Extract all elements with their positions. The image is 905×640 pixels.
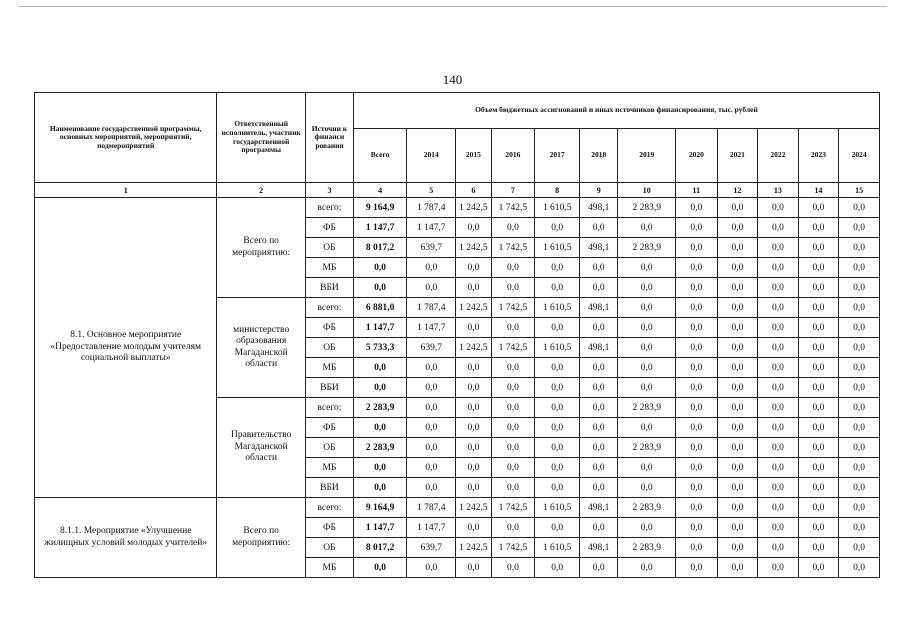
year-value-cell: 1 742,5 xyxy=(491,298,535,318)
executor-name: Всего по мероприятию: xyxy=(217,198,306,298)
year-value-cell: 0,0 xyxy=(580,418,618,438)
header-year: 2018 xyxy=(580,129,618,183)
year-value-cell: 0,0 xyxy=(717,338,758,358)
year-value-cell: 0,0 xyxy=(676,538,718,558)
year-value-cell: 0,0 xyxy=(491,558,535,578)
year-value-cell: 0,0 xyxy=(676,218,718,238)
year-value-cell: 0,0 xyxy=(676,278,718,298)
year-value-cell: 1 610,5 xyxy=(535,198,580,218)
column-index: 4 xyxy=(353,183,406,198)
year-value-cell: 0,0 xyxy=(839,438,880,458)
year-value-cell: 0,0 xyxy=(580,478,618,498)
total-cell: 0,0 xyxy=(353,418,406,438)
year-value-cell: 0,0 xyxy=(798,518,839,538)
column-index: 10 xyxy=(618,183,676,198)
header-name: Наименование государственной программы, основных мероприятий, мероприятий, подмероприятий xyxy=(35,93,217,183)
total-cell: 0,0 xyxy=(353,358,406,378)
year-value-cell: 0,0 xyxy=(839,278,880,298)
year-value-cell: 0,0 xyxy=(717,498,758,518)
year-value-cell: 0,0 xyxy=(758,558,799,578)
year-value-cell: 0,0 xyxy=(456,278,491,298)
year-value-cell: 0,0 xyxy=(535,438,580,458)
header-year: 2020 xyxy=(676,129,718,183)
year-value-cell: 639,7 xyxy=(407,538,456,558)
year-value-cell: 0,0 xyxy=(717,218,758,238)
header-executor: Ответственный исполнитель, участник государственной программы xyxy=(217,93,306,183)
year-value-cell: 0,0 xyxy=(456,418,491,438)
year-value-cell: 0,0 xyxy=(618,478,676,498)
year-value-cell: 0,0 xyxy=(676,298,718,318)
year-value-cell: 0,0 xyxy=(798,538,839,558)
year-value-cell: 0,0 xyxy=(407,278,456,298)
column-index: 9 xyxy=(580,183,618,198)
total-cell: 0,0 xyxy=(353,378,406,398)
year-value-cell: 0,0 xyxy=(798,498,839,518)
year-value-cell: 0,0 xyxy=(798,418,839,438)
year-value-cell: 0,0 xyxy=(758,378,799,398)
year-value-cell: 0,0 xyxy=(717,398,758,418)
year-value-cell: 0,0 xyxy=(456,458,491,478)
year-value-cell: 0,0 xyxy=(580,318,618,338)
page-top-border xyxy=(18,6,887,7)
total-cell: 2 283,9 xyxy=(353,438,406,458)
year-value-cell: 0,0 xyxy=(758,338,799,358)
table-body xyxy=(35,198,880,578)
header-source: Источни к финанси рования xyxy=(305,93,353,183)
year-value-cell: 1 742,5 xyxy=(491,198,535,218)
year-value-cell: 0,0 xyxy=(798,258,839,278)
year-value-cell: 0,0 xyxy=(839,498,880,518)
year-value-cell: 0,0 xyxy=(758,418,799,438)
year-value-cell: 0,0 xyxy=(717,198,758,218)
header-year: 2022 xyxy=(758,129,799,183)
year-value-cell: 1 787,4 xyxy=(407,498,456,518)
executor-name: министерство образования Магаданской области xyxy=(217,298,306,398)
year-value-cell: 0,0 xyxy=(456,258,491,278)
year-value-cell: 0,0 xyxy=(535,318,580,338)
year-value-cell: 0,0 xyxy=(798,458,839,478)
year-value-cell: 0,0 xyxy=(717,238,758,258)
year-value-cell: 0,0 xyxy=(580,558,618,578)
year-value-cell: 639,7 xyxy=(407,238,456,258)
year-value-cell: 0,0 xyxy=(618,458,676,478)
year-value-cell: 0,0 xyxy=(535,358,580,378)
year-value-cell: 0,0 xyxy=(717,438,758,458)
year-value-cell: 1 742,5 xyxy=(491,338,535,358)
column-index: 8 xyxy=(535,183,580,198)
funding-source: МБ xyxy=(305,458,353,478)
year-value-cell: 639,7 xyxy=(407,338,456,358)
year-value-cell: 0,0 xyxy=(798,378,839,398)
year-value-cell: 0,0 xyxy=(839,298,880,318)
year-value-cell: 0,0 xyxy=(676,258,718,278)
year-value-cell: 0,0 xyxy=(407,438,456,458)
year-value-cell: 0,0 xyxy=(535,258,580,278)
year-value-cell: 1 742,5 xyxy=(491,238,535,258)
header-year: 2023 xyxy=(798,129,839,183)
year-value-cell: 0,0 xyxy=(758,438,799,458)
year-value-cell: 0,0 xyxy=(717,478,758,498)
year-value-cell: 0,0 xyxy=(407,358,456,378)
year-value-cell: 0,0 xyxy=(618,518,676,538)
year-value-cell: 1 242,5 xyxy=(456,498,491,518)
funding-source: МБ xyxy=(305,358,353,378)
measure-name: 8.1. Основное мероприятие «Предоставление молодым учителям социальной выплаты» xyxy=(35,198,217,498)
year-value-cell: 0,0 xyxy=(798,358,839,378)
header-year: 2014 xyxy=(407,129,456,183)
funding-source: всего: xyxy=(305,398,353,418)
year-value-cell: 2 283,9 xyxy=(618,498,676,518)
year-value-cell: 0,0 xyxy=(491,218,535,238)
year-value-cell: 0,0 xyxy=(407,558,456,578)
funding-source: ФБ xyxy=(305,218,353,238)
year-value-cell: 0,0 xyxy=(491,458,535,478)
year-value-cell: 1 610,5 xyxy=(535,338,580,358)
header-year: 2017 xyxy=(535,129,580,183)
funding-source: ФБ xyxy=(305,418,353,438)
year-value-cell: 0,0 xyxy=(580,398,618,418)
year-value-cell: 0,0 xyxy=(758,318,799,338)
year-value-cell: 0,0 xyxy=(839,198,880,218)
year-value-cell: 0,0 xyxy=(839,318,880,338)
year-value-cell: 0,0 xyxy=(456,518,491,538)
year-value-cell: 0,0 xyxy=(491,438,535,458)
total-cell: 9 164,9 xyxy=(353,198,406,218)
year-value-cell: 1 147,7 xyxy=(407,318,456,338)
year-value-cell: 2 283,9 xyxy=(618,398,676,418)
year-value-cell: 2 283,9 xyxy=(618,538,676,558)
year-value-cell: 0,0 xyxy=(839,558,880,578)
year-value-cell: 0,0 xyxy=(491,478,535,498)
year-value-cell: 0,0 xyxy=(717,318,758,338)
year-value-cell: 0,0 xyxy=(839,218,880,238)
year-value-cell: 0,0 xyxy=(580,458,618,478)
year-value-cell: 1 147,7 xyxy=(407,218,456,238)
year-value-cell: 0,0 xyxy=(798,198,839,218)
header-year: 2019 xyxy=(618,129,676,183)
year-value-cell: 0,0 xyxy=(535,478,580,498)
year-value-cell: 498,1 xyxy=(580,498,618,518)
funding-source: ВБИ xyxy=(305,278,353,298)
year-value-cell: 0,0 xyxy=(676,478,718,498)
year-value-cell: 0,0 xyxy=(618,338,676,358)
year-value-cell: 0,0 xyxy=(758,278,799,298)
year-value-cell: 0,0 xyxy=(798,218,839,238)
year-value-cell: 0,0 xyxy=(580,278,618,298)
column-index-row xyxy=(35,183,880,198)
year-value-cell: 0,0 xyxy=(407,398,456,418)
column-index: 15 xyxy=(839,183,880,198)
column-index: 12 xyxy=(717,183,758,198)
executor-name: Всего по мероприятию: xyxy=(217,498,306,578)
funding-source: МБ xyxy=(305,258,353,278)
year-value-cell: 0,0 xyxy=(758,538,799,558)
year-value-cell: 0,0 xyxy=(717,418,758,438)
year-value-cell: 0,0 xyxy=(839,478,880,498)
year-value-cell: 0,0 xyxy=(456,218,491,238)
funding-source: ФБ xyxy=(305,318,353,338)
funding-source: всего: xyxy=(305,298,353,318)
total-cell: 0,0 xyxy=(353,278,406,298)
year-value-cell: 0,0 xyxy=(839,258,880,278)
year-value-cell: 0,0 xyxy=(717,358,758,378)
index-row-group xyxy=(35,183,880,198)
year-value-cell: 0,0 xyxy=(758,238,799,258)
year-value-cell: 0,0 xyxy=(407,418,456,438)
year-value-cell: 0,0 xyxy=(676,558,718,578)
year-value-cell: 0,0 xyxy=(580,378,618,398)
column-index: 1 xyxy=(35,183,217,198)
funding-source: ВБИ xyxy=(305,378,353,398)
year-value-cell: 0,0 xyxy=(618,278,676,298)
header-year: 2016 xyxy=(491,129,535,183)
page-number: 140 xyxy=(442,72,463,87)
year-value-cell: 0,0 xyxy=(758,458,799,478)
year-value-cell: 1 610,5 xyxy=(535,298,580,318)
year-value-cell: 0,0 xyxy=(839,378,880,398)
year-value-cell: 0,0 xyxy=(456,398,491,418)
year-value-cell: 1 147,7 xyxy=(407,518,456,538)
year-value-cell: 0,0 xyxy=(456,558,491,578)
total-cell: 8 017,2 xyxy=(353,238,406,258)
total-cell: 6 881,0 xyxy=(353,298,406,318)
year-value-cell: 1 787,4 xyxy=(407,298,456,318)
header-year: 2021 xyxy=(717,129,758,183)
year-value-cell: 0,0 xyxy=(535,458,580,478)
year-value-cell: 0,0 xyxy=(491,258,535,278)
year-value-cell: 0,0 xyxy=(839,518,880,538)
year-value-cell: 2 283,9 xyxy=(618,438,676,458)
year-value-cell: 0,0 xyxy=(758,218,799,238)
year-value-cell: 0,0 xyxy=(798,398,839,418)
year-value-cell: 1 610,5 xyxy=(535,538,580,558)
year-value-cell: 0,0 xyxy=(676,498,718,518)
total-cell: 8 017,2 xyxy=(353,538,406,558)
year-value-cell: 0,0 xyxy=(676,458,718,478)
funding-source: ОБ xyxy=(305,438,353,458)
header-year: 2015 xyxy=(456,129,491,183)
year-value-cell: 1 242,5 xyxy=(456,238,491,258)
year-value-cell: 0,0 xyxy=(676,398,718,418)
year-value-cell: 0,0 xyxy=(491,358,535,378)
year-value-cell: 0,0 xyxy=(676,418,718,438)
year-value-cell: 0,0 xyxy=(535,278,580,298)
year-value-cell: 0,0 xyxy=(580,218,618,238)
year-value-cell: 0,0 xyxy=(717,458,758,478)
year-value-cell: 0,0 xyxy=(758,358,799,378)
column-index: 11 xyxy=(676,183,718,198)
year-value-cell: 0,0 xyxy=(407,378,456,398)
column-index: 5 xyxy=(407,183,456,198)
year-value-cell: 0,0 xyxy=(758,298,799,318)
year-value-cell: 498,1 xyxy=(580,238,618,258)
year-value-cell: 0,0 xyxy=(618,298,676,318)
year-value-cell: 0,0 xyxy=(535,418,580,438)
total-cell: 5 733,3 xyxy=(353,338,406,358)
table-row xyxy=(35,198,880,218)
year-value-cell: 0,0 xyxy=(839,358,880,378)
year-value-cell: 0,0 xyxy=(491,278,535,298)
year-value-cell: 0,0 xyxy=(676,518,718,538)
year-value-cell: 0,0 xyxy=(580,258,618,278)
year-value-cell: 0,0 xyxy=(676,238,718,258)
total-cell: 0,0 xyxy=(353,458,406,478)
year-value-cell: 0,0 xyxy=(618,258,676,278)
total-cell: 1 147,7 xyxy=(353,518,406,538)
year-value-cell: 0,0 xyxy=(758,478,799,498)
year-value-cell: 0,0 xyxy=(618,218,676,238)
header-year: 2024 xyxy=(839,129,880,183)
year-value-cell: 0,0 xyxy=(535,378,580,398)
year-value-cell: 0,0 xyxy=(407,458,456,478)
year-value-cell: 0,0 xyxy=(676,318,718,338)
year-value-cell: 0,0 xyxy=(798,278,839,298)
year-value-cell: 0,0 xyxy=(456,438,491,458)
total-cell: 9 164,9 xyxy=(353,498,406,518)
year-value-cell: 0,0 xyxy=(839,338,880,358)
year-value-cell: 1 242,5 xyxy=(456,298,491,318)
total-cell: 1 147,7 xyxy=(353,218,406,238)
header-volume: Объем бюджетных ассигнований и иных источников финансирования, тыс. рублей xyxy=(353,93,879,129)
year-value-cell: 0,0 xyxy=(618,378,676,398)
year-value-cell: 0,0 xyxy=(676,438,718,458)
year-value-cell: 0,0 xyxy=(407,478,456,498)
year-value-cell: 1 742,5 xyxy=(491,498,535,518)
column-index: 2 xyxy=(217,183,306,198)
year-value-cell: 0,0 xyxy=(798,478,839,498)
table-row xyxy=(35,498,880,518)
year-value-cell: 1 242,5 xyxy=(456,338,491,358)
year-value-cell: 0,0 xyxy=(580,438,618,458)
budget-table xyxy=(34,92,880,578)
year-value-cell: 2 283,9 xyxy=(618,238,676,258)
funding-source: всего: xyxy=(305,198,353,218)
year-value-cell: 0,0 xyxy=(717,538,758,558)
year-value-cell: 0,0 xyxy=(676,378,718,398)
year-value-cell: 0,0 xyxy=(618,318,676,338)
year-value-cell: 0,0 xyxy=(456,378,491,398)
year-value-cell: 0,0 xyxy=(839,398,880,418)
year-value-cell: 0,0 xyxy=(535,518,580,538)
year-value-cell: 0,0 xyxy=(491,318,535,338)
year-value-cell: 0,0 xyxy=(758,258,799,278)
year-value-cell: 498,1 xyxy=(580,538,618,558)
year-value-cell: 0,0 xyxy=(758,518,799,538)
header-total: Всего xyxy=(353,129,406,183)
year-value-cell: 0,0 xyxy=(535,398,580,418)
funding-source: ОБ xyxy=(305,338,353,358)
year-value-cell: 0,0 xyxy=(798,558,839,578)
year-value-cell: 0,0 xyxy=(839,418,880,438)
total-cell: 1 147,7 xyxy=(353,318,406,338)
year-value-cell: 0,0 xyxy=(839,238,880,258)
year-value-cell: 0,0 xyxy=(839,538,880,558)
measure-name: 8.1.1. Мероприятие «Улучшение жилищных условий молодых учителей» xyxy=(35,498,217,578)
year-value-cell: 0,0 xyxy=(535,558,580,578)
year-value-cell: 0,0 xyxy=(758,498,799,518)
year-value-cell: 0,0 xyxy=(618,358,676,378)
total-cell: 0,0 xyxy=(353,478,406,498)
year-value-cell: 1 787,4 xyxy=(407,198,456,218)
year-value-cell: 0,0 xyxy=(580,518,618,538)
column-index: 13 xyxy=(758,183,799,198)
year-value-cell: 0,0 xyxy=(676,358,718,378)
year-value-cell: 0,0 xyxy=(717,278,758,298)
year-value-cell: 0,0 xyxy=(798,238,839,258)
year-value-cell: 0,0 xyxy=(456,358,491,378)
year-value-cell: 0,0 xyxy=(580,358,618,378)
year-value-cell: 498,1 xyxy=(580,298,618,318)
year-value-cell: 0,0 xyxy=(491,398,535,418)
year-value-cell: 1 742,5 xyxy=(491,538,535,558)
column-index: 7 xyxy=(491,183,535,198)
funding-source: МБ xyxy=(305,558,353,578)
year-value-cell: 0,0 xyxy=(456,478,491,498)
year-value-cell: 0,0 xyxy=(798,438,839,458)
column-index: 3 xyxy=(305,183,353,198)
year-value-cell: 0,0 xyxy=(798,338,839,358)
column-index: 6 xyxy=(456,183,491,198)
year-value-cell: 0,0 xyxy=(717,378,758,398)
year-value-cell: 1 610,5 xyxy=(535,498,580,518)
year-value-cell: 1 242,5 xyxy=(456,198,491,218)
year-value-cell: 0,0 xyxy=(535,218,580,238)
year-value-cell: 498,1 xyxy=(580,198,618,218)
year-value-cell: 0,0 xyxy=(717,258,758,278)
funding-source: ОБ xyxy=(305,538,353,558)
year-value-cell: 0,0 xyxy=(676,198,718,218)
year-value-cell: 0,0 xyxy=(676,338,718,358)
funding-source: ФБ xyxy=(305,518,353,538)
year-value-cell: 0,0 xyxy=(839,458,880,478)
year-value-cell: 0,0 xyxy=(407,258,456,278)
year-value-cell: 0,0 xyxy=(798,298,839,318)
year-value-cell: 0,0 xyxy=(717,558,758,578)
funding-source: ОБ xyxy=(305,238,353,258)
funding-source: ВБИ xyxy=(305,478,353,498)
total-cell: 0,0 xyxy=(353,258,406,278)
year-value-cell: 0,0 xyxy=(758,398,799,418)
executor-name: Правительство Магаданской области xyxy=(217,398,306,498)
year-value-cell: 1 242,5 xyxy=(456,538,491,558)
column-index: 14 xyxy=(798,183,839,198)
year-value-cell: 2 283,9 xyxy=(618,198,676,218)
year-value-cell: 0,0 xyxy=(717,298,758,318)
total-cell: 0,0 xyxy=(353,558,406,578)
year-value-cell: 0,0 xyxy=(491,418,535,438)
year-value-cell: 0,0 xyxy=(618,558,676,578)
year-value-cell: 0,0 xyxy=(717,518,758,538)
year-value-cell: 0,0 xyxy=(798,318,839,338)
year-value-cell: 0,0 xyxy=(491,378,535,398)
year-value-cell: 498,1 xyxy=(580,338,618,358)
year-value-cell: 0,0 xyxy=(456,318,491,338)
year-value-cell: 1 610,5 xyxy=(535,238,580,258)
year-value-cell: 0,0 xyxy=(758,198,799,218)
year-value-cell: 0,0 xyxy=(491,518,535,538)
year-value-cell: 0,0 xyxy=(618,418,676,438)
total-cell: 2 283,9 xyxy=(353,398,406,418)
funding-source: всего: xyxy=(305,498,353,518)
